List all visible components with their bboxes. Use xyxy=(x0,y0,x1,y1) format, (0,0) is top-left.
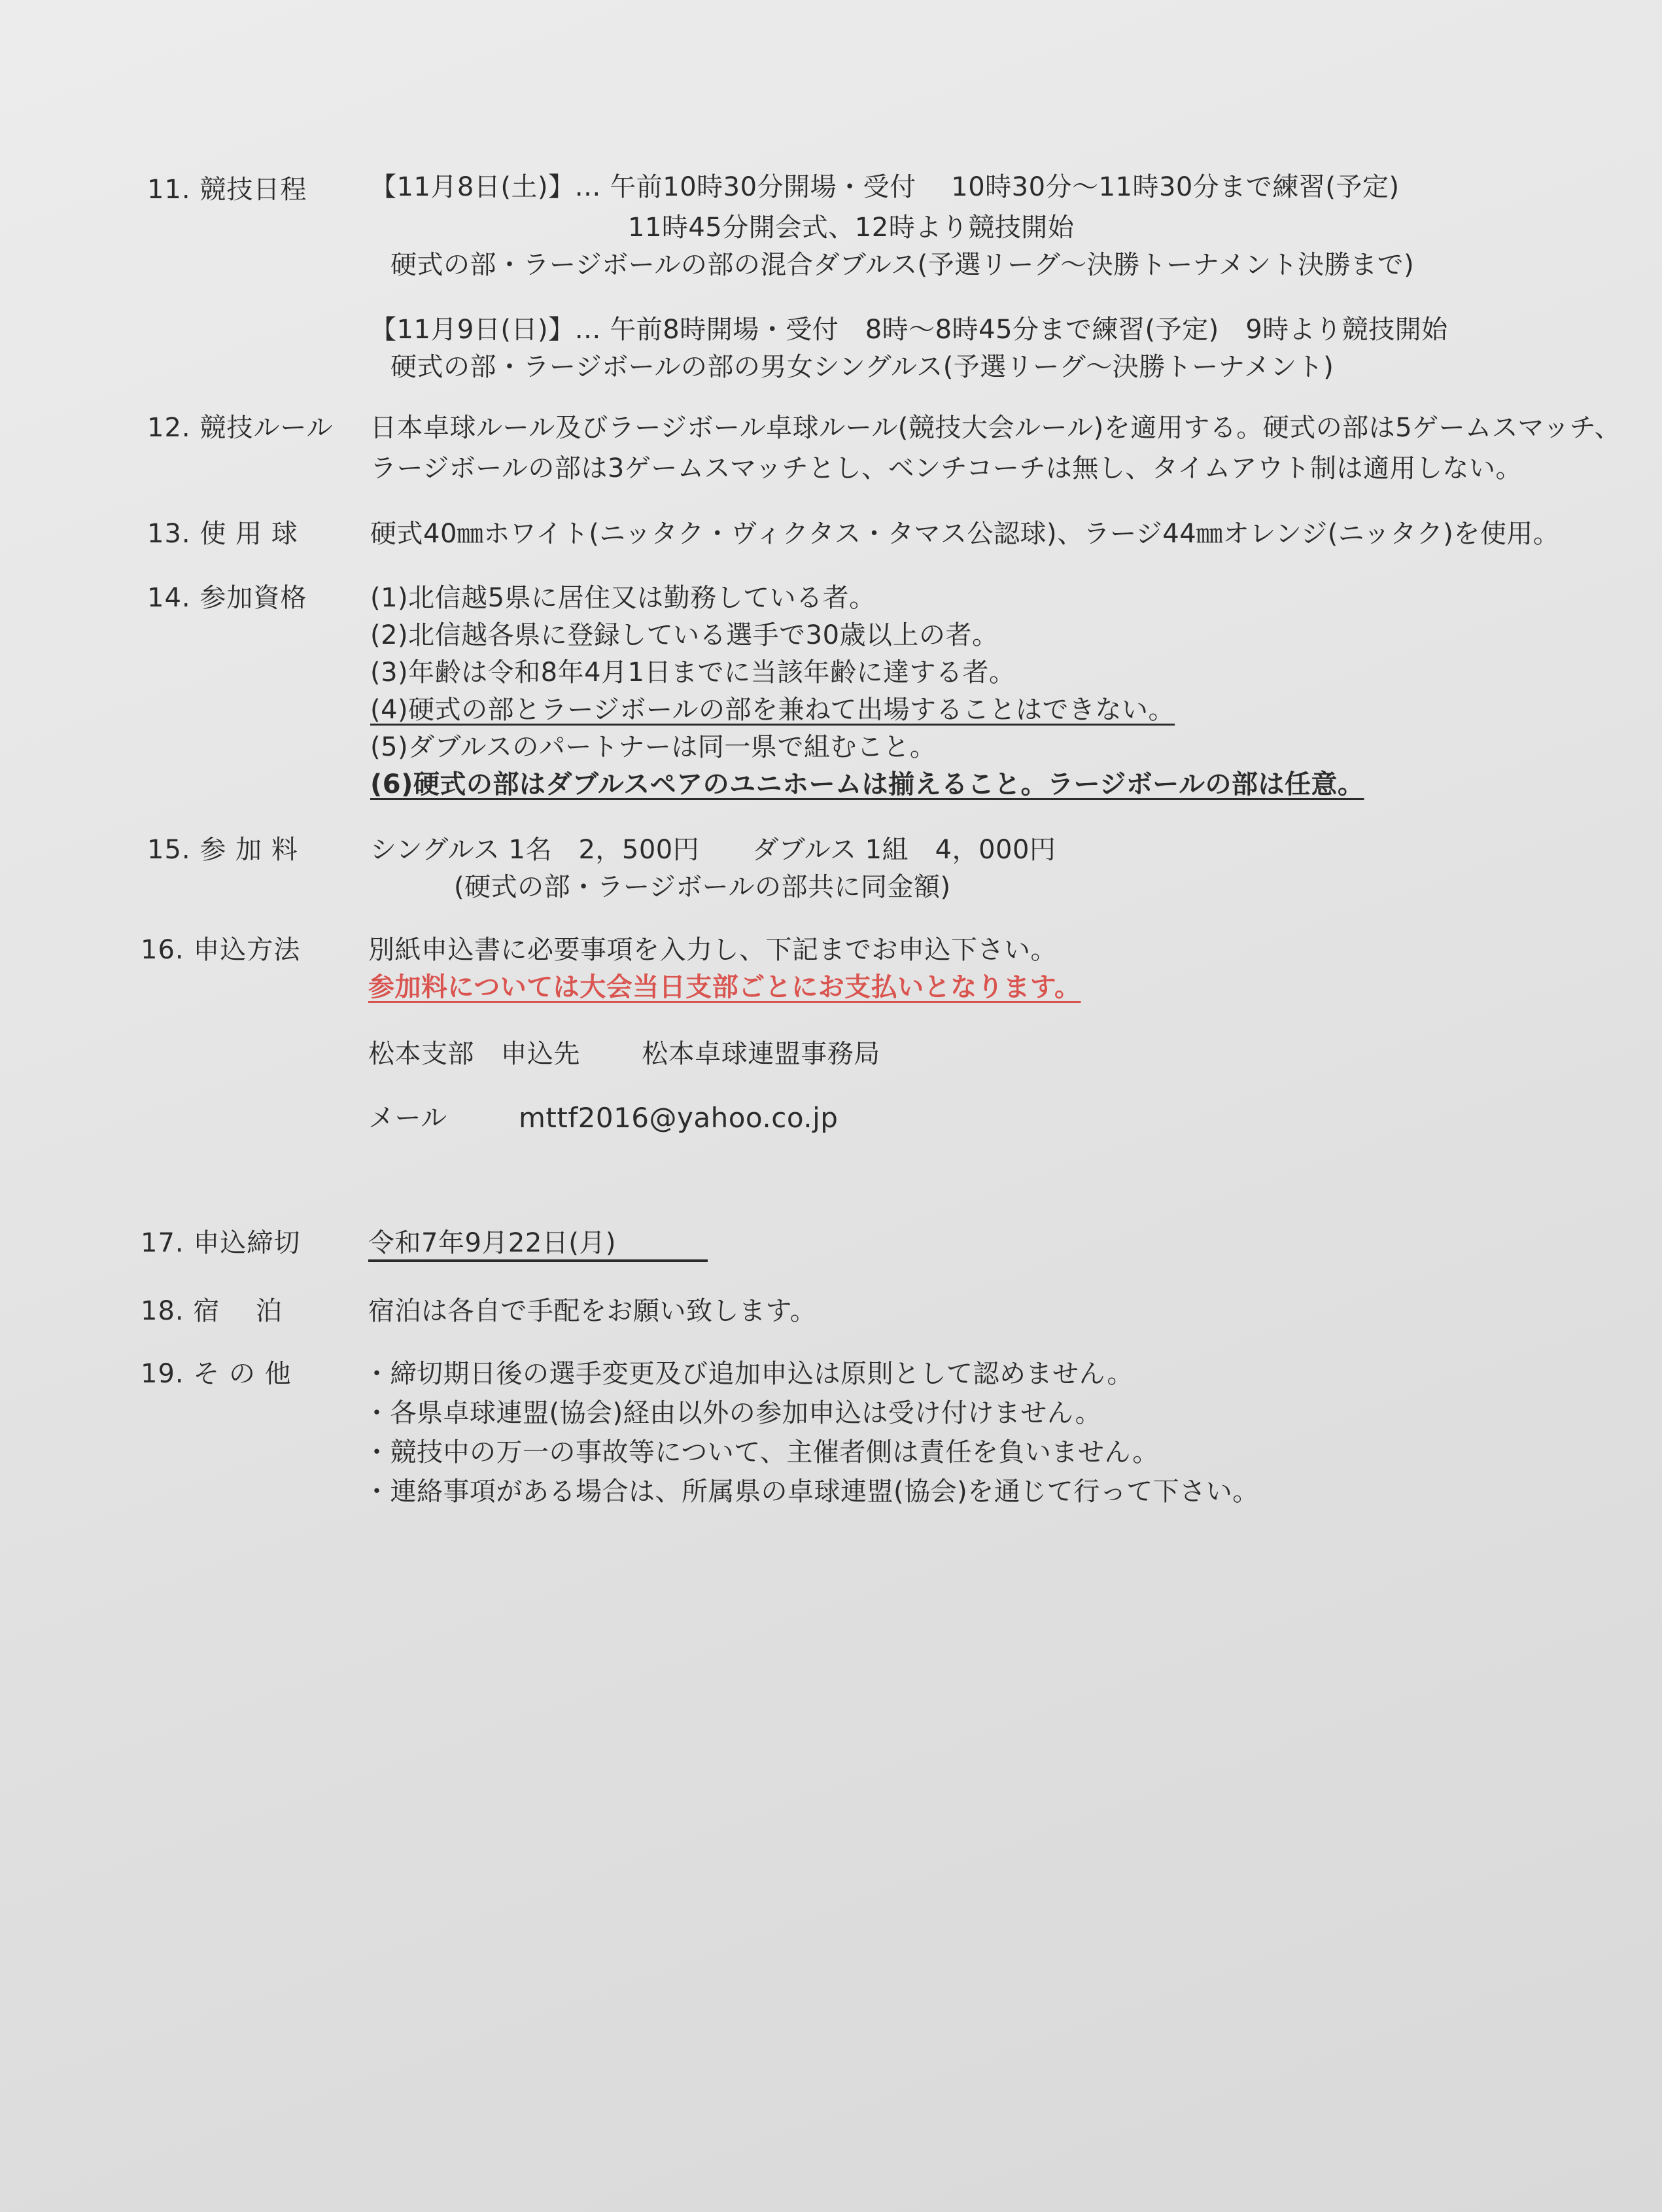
section-15-line-1: シングルス 1名 2，500円 ダブルス 1組 4，000円 xyxy=(370,835,1056,865)
section-18-label: 18. 宿 泊 xyxy=(141,1296,283,1326)
section-12-line-2: ラージボールの部は3ゲームスマッチとし、ベンチコーチは無し、タイムアウト制は適用しない。 xyxy=(370,453,1523,483)
section-11-line-2: 11時45分開会式、12時より競技開始 xyxy=(628,213,1075,243)
section-19-line-2: ・各県卓球連盟(協会)経由以外の参加申込は受け付けません。 xyxy=(364,1398,1102,1428)
section-12-label: 12. 競技ルール xyxy=(147,413,334,443)
section-14-line-3: (3)年齢は令和8年4月1日までに当該年齢に達する者。 xyxy=(370,658,1016,688)
section-16-notice: 参加料については大会当日支部ごとにお支払いとなります。 xyxy=(368,972,1081,1002)
section-13-line-1: 硬式40㎜ホワイト(ニッタク・ヴィクタス・タマス公認球)、ラージ44㎜オレンジ(ニッタク)を使用。 xyxy=(370,519,1560,549)
section-19-line-4: ・連絡事項がある場合は、所属県の卓球連盟(協会)を通じて行って下さい。 xyxy=(364,1477,1259,1507)
section-12-line-1: 日本卓球ルール及びラージボール卓球ルール(競技大会ルール)を適用する。硬式の部は5ゲームスマッチ、 xyxy=(370,413,1621,443)
section-17-label: 17. 申込締切 xyxy=(141,1228,301,1258)
section-19-line-1: ・締切期日後の選手変更及び追加申込は原則として認めません。 xyxy=(364,1359,1134,1389)
section-14-label: 14. 参加資格 xyxy=(147,583,307,613)
section-11-line-4: 【11月9日(日)】… 午前8時開場・受付 8時～8時45分まで練習(予定) 9時より競技開始 xyxy=(370,315,1448,345)
section-16-mail-label: メール xyxy=(368,1103,447,1133)
section-11-line-5: 硬式の部・ラージボールの部の男女シングルス(予選リーグ～決勝トーナメント) xyxy=(390,352,1334,382)
section-19-label: 19. そ の 他 xyxy=(141,1359,292,1389)
section-11-line-3: 硬式の部・ラージボールの部の混合ダブルス(予選リーグ～決勝トーナメント決勝まで) xyxy=(390,250,1415,280)
section-14-line-6: (6)硬式の部はダブルスペアのユニホームは揃えること。ラージボールの部は任意。 xyxy=(370,769,1364,799)
section-14-line-1: (1)北信越5県に居住又は勤務している者。 xyxy=(370,583,876,613)
section-19-line-3: ・競技中の万一の事故等について、主催者側は責任を負いません。 xyxy=(364,1437,1159,1467)
section-16-mail-value: mttf2016@yahoo.co.jp xyxy=(519,1102,839,1134)
section-15-label: 15. 参 加 料 xyxy=(147,835,298,865)
section-18-value: 宿泊は各自で手配をお願い致します。 xyxy=(368,1296,817,1326)
section-13-label: 13. 使 用 球 xyxy=(147,519,298,549)
section-14-line-2: (2)北信越各県に登録している選手で30歳以上の者。 xyxy=(370,620,999,650)
section-16-line-1: 別紙申込書に必要事項を入力し、下記までお申込下さい。 xyxy=(368,935,1057,965)
section-14-line-4: (4)硬式の部とラージボールの部を兼ねて出場することはできない。 xyxy=(370,695,1175,725)
section-11-label: 11. 競技日程 xyxy=(147,175,307,205)
section-16-line-3: 松本支部 申込先 松本卓球連盟事務局 xyxy=(368,1039,880,1069)
section-11-line-1: 【11月8日(土)】… 午前10時30分開場・受付 10時30分～11時30分まで練習(予定) xyxy=(370,172,1400,202)
section-16-label: 16. 申込方法 xyxy=(141,935,301,965)
section-15-line-2: (硬式の部・ラージボールの部共に同金額) xyxy=(454,872,951,902)
section-17-value: 令和7年9月22日(月) xyxy=(368,1228,708,1262)
section-17-value-wrap xyxy=(368,1227,708,1259)
section-14-line-5: (5)ダブルスのパートナーは同一県で組むこと。 xyxy=(370,732,937,762)
